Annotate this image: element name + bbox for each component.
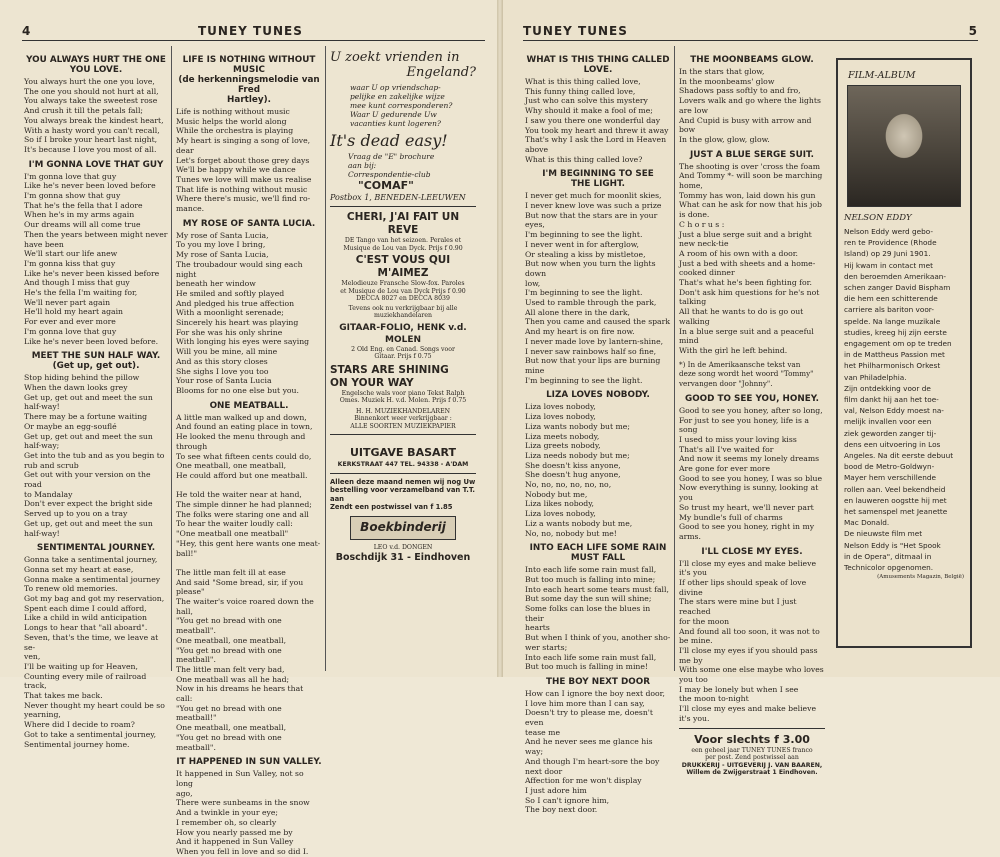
film-album-heading: FILM-ALBUM [848,70,916,81]
left-column-1 [24,50,168,749]
bookbinder-logo [350,516,456,540]
left-page-number: 4 [22,24,32,38]
song-lyrics: Stop hiding behind the pillow When the dawn looks grey Get up, get out and meet the sun half-way! There may be a fortune waiting Or maybe an egg-souflé Get up, get out and meet the sun half-way; Get into the tub and as you begin to rub and scrub Get out with your version on the road to Mandalay Don't ever expect the bright side Served up to you on a tray Get up, get out and meet the sun half-way! [24,373,165,538]
right-column-2 [679,50,825,777]
song-lyrics: You always hurt the one you love, The one you should not hurt at all, You always take the sweetest rose And crush it till the petals fall; You always break the kindest heart, With a hasty word you can't recall, So if I broke your heart last night, It's because I love you most of all. [24,77,164,154]
song-lyrics: The shooting is over 'cross the foam And Tommy *- will soon be marching home, Tommy has won, laid down his gun What can he ask for now that his job is done. C h o r u s : Just a blue serge suit and a bright new neck-tie A room of his own with a door. Just a bed with sheets and a home- cooked dinner That's what he's been fighting for. Don't ask him questions for he's not talking All that he wants to do is go out walking In a blue serge suit and a peaceful mind With the girl he left behind. [679,161,823,355]
song-lyrics: What is this thing called love, This funny thing called love, Just who can solve this mystery Why should it make a fool of me; I saw you there one wonderful day You took my heart and threw it away That's why I ask the Lord in Heaven above What is this thing called love? [525,77,669,164]
ad-music-publisher [330,211,476,430]
right-page-header [523,22,978,41]
song-title: INTO EACH LIFE SOME RAIN MUST FALL [529,543,667,564]
ad2-sub2: Melodieuze Fransche Slow-fox. Paroles et Musique de Lou van Dyck Prijs f 0.90 DECCA 8027 en DECCA 8039 [340,280,466,302]
ad1-line2: Engeland? [406,65,476,80]
song-title: THE MOONBEAMS GLOW. [690,55,814,65]
left-page [0,0,497,856]
left-page-header [22,22,485,41]
price-publisher: DRUKKERIJ - UITGEVERIJ J. VAN BAAREN, [681,761,823,769]
song-title: LIZA LOVES NOBODY. [546,390,650,401]
left-column-2 [176,50,322,856]
ad2-sub4: Engelsche wals voor piano Tekst Ralph Omes. Muziek H. v.d. Molen. Prijs f 0.75 [339,389,467,404]
song-title: MEET THE SUN HALF WAY. (Get up, get out). [31,351,161,372]
price-address: Willem de Zwijgerstraat 1 Eindhoven. [686,769,818,777]
song-title: I'LL CLOSE MY EYES. [701,546,803,557]
song-lyrics: Gonna take a sentimental journey, Gonna set my heart at ease, Gonna make a sentimental journey To renew old memories. Got my bag and got my reservation, Spent each dime I could afford, Like a child in wild anticipation Longs to hear that "all aboard". Seven, that's the time, we leave at se- ven, I'll be waiting up for Heaven, Counting every mile of railroad track, That takes me back. Never thought my heart could be so yearning, Where did I decide to roam? Got to take a sentimental journey, Sentimental journey home. [24,555,165,749]
song-title: YOU ALWAYS HURT THE ONE YOU LOVE. [26,55,166,75]
song-title: WHAT IS THIS THING CALLED LOVE. [526,55,670,75]
ad-correspondence [330,50,476,202]
song-lyrics: Life is nothing without music Music helps the world along While the orchestra is playing My heart is singing a song of love, dear Let's forget about those grey days We'll be happy while we dance Tunes we love will make us realise That life is nothing without music Where there's music, we'll find ro- mance. [176,107,312,214]
ad-subscription [679,733,825,777]
left-header-title: TUNEY TUNES [198,24,303,38]
ad2-dealers: H. H. MUZIEKHANDELAREN Binnenkort weer verkrijgbaar : ALLE SOORTEN MUZIEKPAPIER [350,407,456,430]
ad2-sub1: DE Tango van het seizoen. Perales et Musique de Lou van Dyck. Prijs f 0.90 [343,237,463,252]
song-lyrics: How can I ignore the boy next door, I love him more than I can say, Doesn't try to please me, doesn't even tease me And he never sees me glance his way; And though I'm heart-sore the boy next door Affection for me won't display I just adore him So I can't ignore him, The boy next door. [525,688,665,815]
song-lyrics: I'm gonna love that guy Like he's never been loved before I'm gonna show that guy That he's the fella that I adore When he's in my arms again Our dreams will all come true Then the years between might never have been We'll start our life anew I'm gonna kiss that guy Like he's never been kissed before And though I miss that guy He's the fella I'm waiting for, We'll never part again He'll hold my heart again For ever and ever more I'm gonna love that guy Like he's never been loved before. [24,171,168,346]
ad2-title2: C'EST VOUS QUI M'AIMEZ [355,254,451,279]
ads-column [330,50,476,670]
song-title: GOOD TO SEE YOU, HONEY. [684,393,820,404]
divider [330,206,476,207]
song-lyrics: A little man walked up and down, And found an eating place in town, He looked the menu through and through To see what fifteen cents could do, One meatball, one meatball, He could afford but one meatball. He told the waiter near at hand, The simple dinner he had planned; The folks were staring one and all To hear the waiter loudly call: "One meatball one meatball" "Hey, this gent here wants one meat- ball!" The little man felt ill at ease And said "Some bread, sir, if you please" The waiter's voice roared down the hall, "You get no bread with one meatball". One meatball, one meatball, "You get no bread with one meatball". The little man felt very bad, One meatball was all he had; Now in his dreams he hears that call: "You get no bread with one meatball!" One meatball, one meatball, "You get no bread with one meatball". [176,412,321,752]
price-sub: een geheel jaar TUNEY TUNES franco per post. Zend postwissel aan [691,746,813,762]
ad1-slogan: It's dead easy! [330,131,448,150]
ad3-publisher: UITGAVE BASART [350,446,456,459]
song-lyrics: It happened in Sun Valley, not so long ago, There were sunbeams in the snow And a twinkle in your eye; I remember oh, so clearly How you nearly passed me by And it happened in Sun Valley When you fell in love and so did I. [176,769,310,856]
right-column-1 [525,50,671,815]
ad1-club: "COMAF" [358,179,414,192]
ad3-address: KERKSTRAAT 447 TEL. 94338 - A'DAM [337,461,469,468]
film-album-box [836,58,972,648]
song-lyrics: Good to see you honey, after so long, For just to see you honey, life is a song I used to miss your loving kiss That's all I've waited for And now it seems my lonely dreams Are gone for ever more Good to see you honey, I was so blue Now everything is sunny, looking at you So trust my heart, we'll never part My bundle's full of charms Good to see you honey, right in my arms. [679,405,823,541]
ad1-ask: Vraag de "E" brochure aan bij: Correspondentie-club [348,152,435,179]
song-lyrics: I never get much for moonlit skies, I never knew love was such a prize But now that the stars are in your eyes, I'm beginning to see the light. I never went in for afterglow, Or stealing a kiss by mistletoe, But now when you turn the lights down low, I'm beginning to see the light. Used to ramble through the park, All alone there in the dark, Then you came and caused the spark And my heart is on fire now. I never made love by lantern-shine, I never saw rainbows half so fine, But now that your lips are burning mine I'm beginning to see the light. [525,191,670,385]
ad2-note: Tevens ook nu verkrijgbaar bij alle muziekhandelaren [348,304,458,319]
song-lyrics: I'll close my eyes and make believe it's you If other lips should speak of love divine The stars were mine but I just reached for the moon And found all too soon, it was not to be mine. I'll close my eyes if you should pass me by With some one else maybe who loves you too I may be lonely but when I see the moon to-night I'll close my eyes and make believe it's you. [679,558,824,723]
film-album-text: Nelson Eddy werd gebo- ren te Providence (Rhode Island) op 29 Juni 1901. Hij kwam in contact met den beroemden Amerikaan- schen zanger David Bispham die hem een schitterende carriere als bariton voor- spelde. Na lange muzikale studies, kreeg hij zijn eerste engagement om op te treden in de Mattheus Passion met het Philharmonisch Orkest van Philadelphia. Zijn ontdekking voor de film dankt hij aan het toe- val, Nelson Eddy moest na- melijk invallen voor een ziek geworden zanger tij- dens een uitvoering in Los Angeles. Na dit eerste debuut bood de Metro-Goldwyn- Mayer hem verschillende rollen aan. Veel bekendheid en lauweren oogstte hij met het samenspel met Jeanette Mac Donald. De nieuwste film met Nelson Eddy is "Het Spook in de Opera", ditmaal in Technicolor opgenomen. [844,227,954,573]
ad2-title1: CHERI, J'AI FAIT UN REVE [346,211,460,236]
divider [330,434,476,435]
ad4-text: Alleen deze maand nemen wij nog Uw bestelling voor verzamelband van T.T. aan Zendt een postwissel van f 1.85 [330,477,476,511]
film-album-caption: NELSON EDDY [844,213,912,223]
right-page-number: 5 [968,24,978,38]
song-title: I'M GONNA LOVE THAT GUY [28,159,164,170]
right-column-2-songs [679,55,825,724]
ad1-line1: U zoekt vrienden in [330,50,460,65]
film-album-source: (Amusements Magazin, België) [877,574,964,581]
ad4-address: Boschdijk 31 - Eindhoven [335,552,471,563]
song-title: MY ROSE OF SANTA LUCIA. [182,218,316,229]
nelson-eddy-photo [847,85,961,207]
song-lyrics: In the stars that glow, In the moonbeams' glow Shadows pass softly to and fro, Lovers walk and go where the lights are low And Cupid is busy with arrow and bow In the glow, glow, glow. [679,67,821,144]
song-title: IT HAPPENED IN SUN VALLEY. [176,757,322,768]
song-title: JUST A BLUE SERGE SUIT. [689,149,815,160]
column-divider [325,46,326,671]
song-lyrics: Into each life some rain must fall, But too much is falling into mine; Into each heart some tears must fall, But some day the sun will shine; Some folks can lose the blues in their hearts But when I think of you, another sho- wer starts; Into each life some rain must fall, But too much is falling in mine! [525,565,671,672]
ad2-title3: GITAAR-FOLIO, HENK v.d. MOLEN [339,322,467,345]
ad1-address: Postbox 1, BENEDEN-LEEUWEN [330,193,466,202]
song-title: THE BOY NEXT DOOR [546,676,650,687]
column-divider [674,46,675,671]
ad4-logo-sub: LEO v.d. DONGEN [373,543,433,551]
song-lyrics: *) In de Amerikaansche tekst van deze song wordt het woord "Tommy" vervangen door "Johnny". [679,359,814,389]
ad-bookbinder [330,478,476,565]
song-title: LIFE IS NOTHING WITHOUT MUSIC (de herkenningsmelodie van Fred Hartley). [178,55,320,105]
ad2-sub3: 2 Old Eng. en Canad. Songs voor Gitaar. Prijs f 0.75 [351,345,455,360]
divider [330,473,476,474]
song-title: ONE MEATBALL. [209,400,289,411]
ad2-title4: STARS ARE SHINING ON YOUR WAY [330,363,449,389]
ad4-logo: Boekbinderij [360,520,446,534]
price-heading: Voor slechts f 3.00 [694,732,810,746]
song-title: SENTIMENTAL JOURNEY. [36,543,156,554]
song-lyrics: My rose of Santa Lucia, To you my love I bring, My rose of Santa Lucia, The troubadour would sing each night beneath her window He smiled and softly played And pledged his true affection With a moonlight serenade; Sincerely his heart was playing For she was his only shrine With longing his eyes were saying Will you be mine, all mine And as this story closes She sighs I love you too Your rose of Santa Lucia Blooms for no one else but you. [176,230,310,395]
column-divider [171,46,172,671]
ad1-body: waar U op vriendschap- pelijke en zakelijke wijze mee kunt corresponderen? Waar U gedurende Uw vacanties kunt logeren? [350,83,453,128]
ad-basart [330,445,476,469]
song-title: I'M BEGINNING TO SEE THE LIGHT. [542,169,654,190]
right-header-title: TUNEY TUNES [523,24,628,38]
right-page [503,0,1000,815]
divider [679,728,825,729]
song-lyrics: Liza loves nobody, Liza loves nobody, Liza wants nobody but me; Liza meets nobody, Liza greets nobody, Liza needs nobody but me; She doesn't kiss anyone, She doesn't hug anyone, No, no, no, no, no, no, Nobody but me, Liza likes nobody, Liza loves nobody, Liz a wants nobody but me, No, no, nobody but me! [525,402,633,538]
